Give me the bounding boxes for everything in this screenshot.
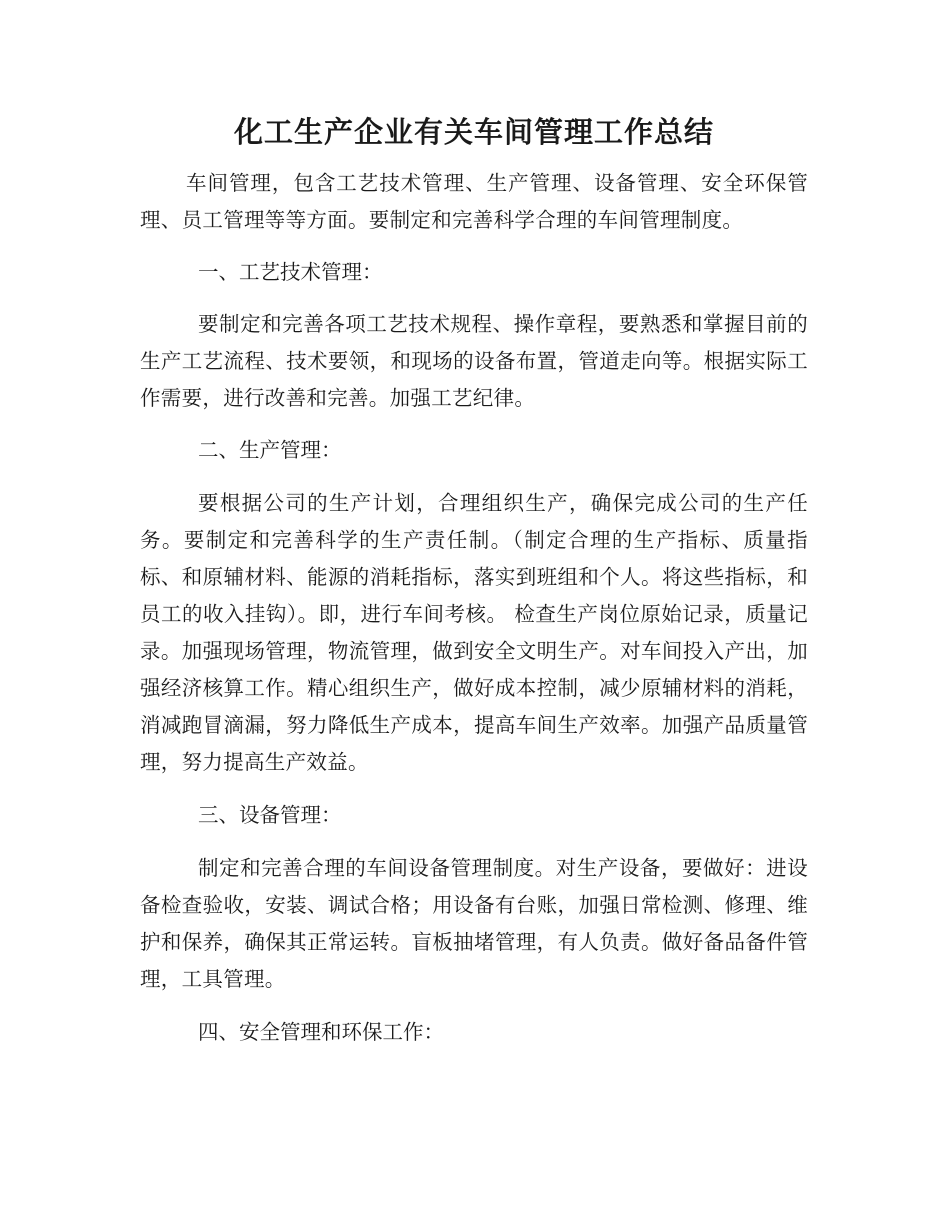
- section-body-process-tech: 要制定和完善各项工艺技术规程、操作章程，要熟悉和掌握目前的生产工艺流程、技术要领，和现场的设备布置，管道走向等。根据实际工作需要，进行改善和完善。加强工艺纪律。: [140, 312, 808, 410]
- section-heading-equipment: 三、设备管理：: [198, 803, 342, 827]
- section-heading-production: 二、生产管理：: [198, 438, 342, 462]
- section-heading-safety-env: 四、安全管理和环保工作：: [198, 1020, 444, 1044]
- section-body-production: 要根据公司的生产计划，合理组织生产，确保完成公司的生产任务。要制定和完善科学的生产责任制。（制定合理的生产指标、质量指标、和原辅材料、能源的消耗指标，落实到班组和个人。将这些指标，和员工的收入挂钩）。即，进行车间考核。 检查生产岗位原始记录，质量记录。加强现场管理，物流管理，做到安全文明生产。对车间投入产出，加强经济核算工作。精心组织生产，做好成本控制，减少原辅材料的消耗，消减跑冒滴漏，努力降低生产成本，提高车间生产效率。加强产品质量管理，努力提高生产效益。: [140, 491, 808, 774]
- section-heading-process-tech: 一、工艺技术管理：: [198, 260, 383, 284]
- section-body-equipment: 制定和完善合理的车间设备管理制度。对生产设备，要做好：进设备检查验收，安装、调试合格；用设备有台账，加强日常检测、修理、维护和保养，确保其正常运转。盲板抽堵管理，有人负责。做好备品备件管理，工具管理。: [140, 856, 808, 991]
- intro-paragraph: 车间管理，包含工艺技术管理、生产管理、设备管理、安全环保管理、员工管理等等方面。要制定和完善科学合理的车间管理制度。: [140, 171, 808, 232]
- document-title: 化工生产企业有关车间管理工作总结: [233, 115, 714, 149]
